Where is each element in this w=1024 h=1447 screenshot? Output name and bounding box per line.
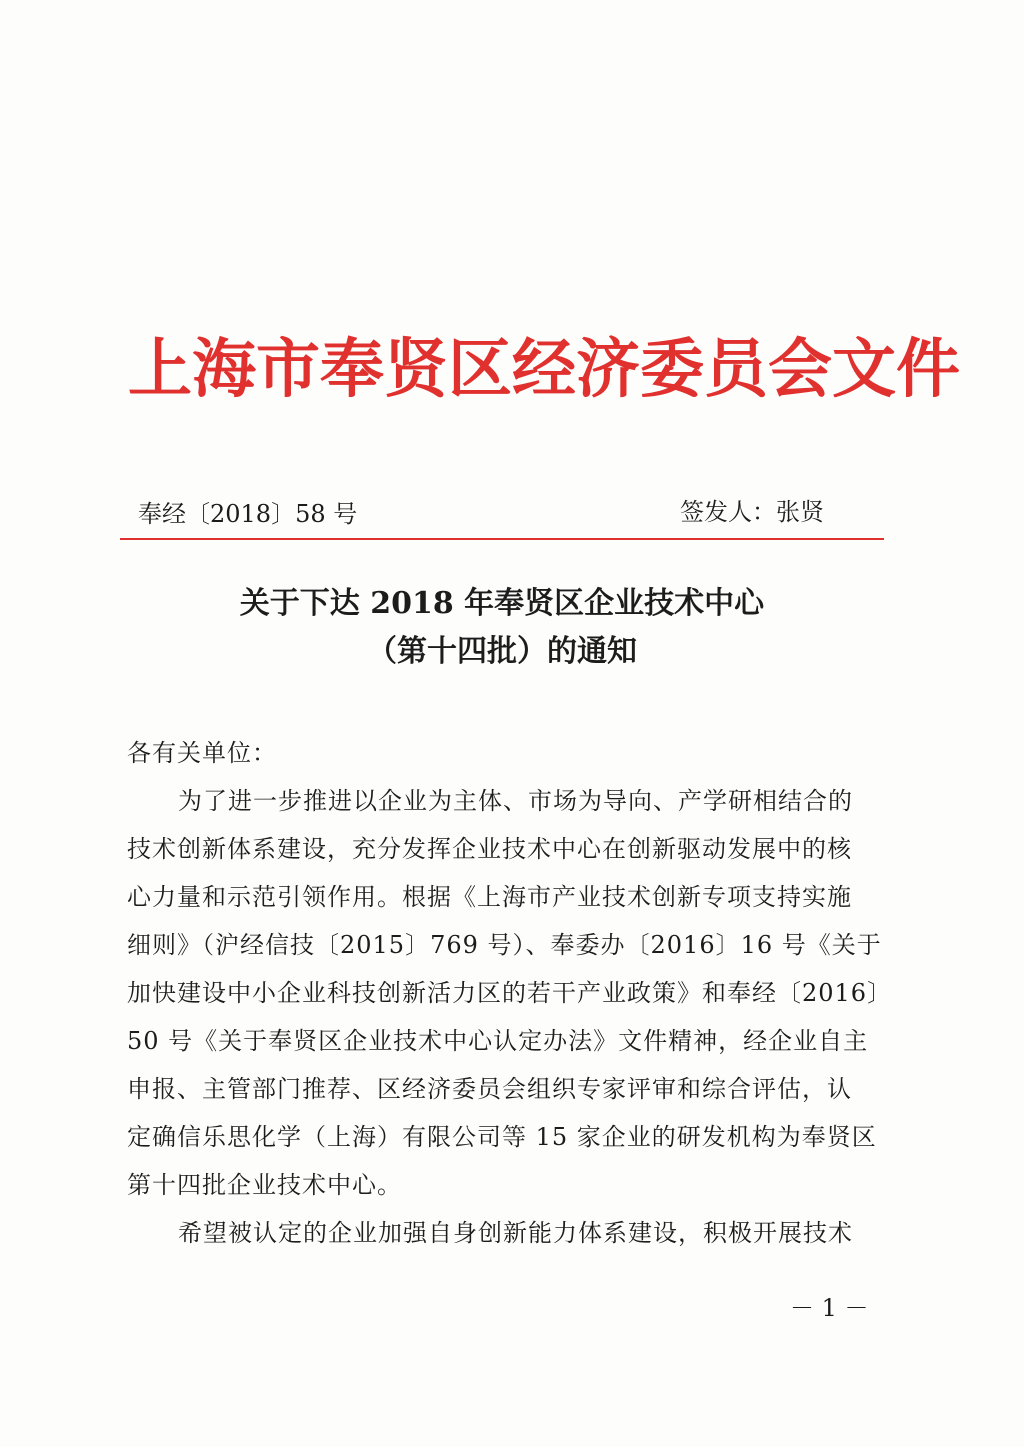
body-line: 50 号《关于奉贤区企业技术中心认定办法》文件精神，经企业自主: [127, 1027, 869, 1055]
salutation: 各有关单位：: [127, 739, 277, 767]
body-line: 第十四批企业技术中心。: [127, 1171, 402, 1199]
notice-title-line-2: （第十四批）的通知: [367, 634, 637, 669]
body-line: 为了进一步推进以企业为主体、市场为导向、产学研相结合的: [178, 787, 853, 815]
masthead-title: 上海市奉贤区经济委员会文件: [128, 332, 960, 407]
body-line: 希望被认定的企业加强自身创新能力体系建设，积极开展技术: [178, 1219, 853, 1247]
signer: 签发人：张贤: [680, 498, 824, 526]
body-line: 加快建设中小企业科技创新活力区的若干产业政策》和奉经〔2016〕: [127, 979, 893, 1007]
body-line: 细则》（沪经信技〔2015〕769 号）、奉委办〔2016〕16 号《关于: [127, 931, 882, 959]
document-number: 奉经〔2018〕58 号: [138, 500, 358, 528]
notice-title-line-1: 关于下达 2018 年奉贤区企业技术中心: [239, 586, 765, 621]
page-number: － 1 －: [790, 1294, 869, 1322]
red-divider: [120, 538, 884, 540]
body-line: 心力量和示范引领作用。根据《上海市产业技术创新专项支持实施: [127, 883, 852, 911]
body-line: 申报、主管部门推荐、区经济委员会组织专家评审和综合评估，认: [127, 1075, 852, 1103]
body-line: 定确信乐思化学（上海）有限公司等 15 家企业的研发机构为奉贤区: [127, 1123, 877, 1151]
body-line: 技术创新体系建设，充分发挥企业技术中心在创新驱动发展中的核: [127, 835, 852, 863]
